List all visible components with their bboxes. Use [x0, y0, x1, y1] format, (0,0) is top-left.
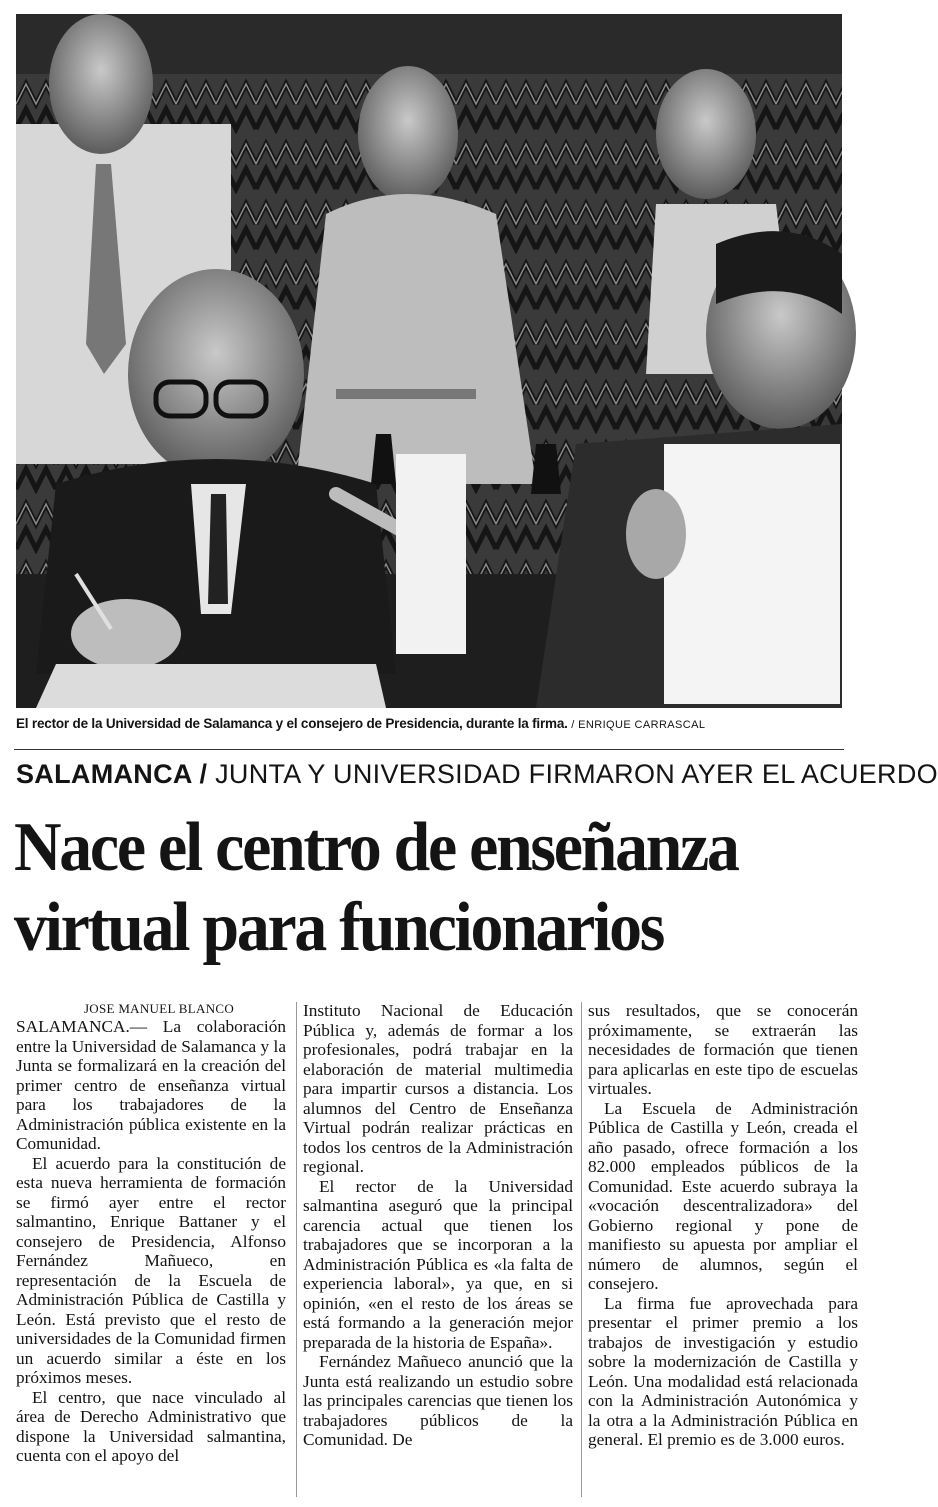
article-paragraph: El rector de la Universidad salmantina aseguró que la principal carencia actual que tienen los trabajadores que se incorporan a la Administración Pública es «la falta de experiencia laboral», ya que, en si opinión, «en el resto de los áreas se está formando a la generación mejor preparada de la historia de España».: [303, 1176, 573, 1352]
article-paragraph: Fernández Mañueco anunció que la Junta está realizando un estudio sobre las principales carencias que tienen los trabajadores públicos de la Comunidad. De: [303, 1352, 573, 1449]
caption-text: El rector de la Universidad de Salamanca y el consejero de Presidencia, durante la firma.: [16, 716, 568, 731]
article-paragraph: La firma fue aprovechada para presentar el primer premio a los trabajos de investigación y estudio sobre la modernización de Castilla y León. Una modalidad está relacionada con la Administración Autonómica y la otra a la Administración Pública en general. El premio es de 3.000 euros.: [588, 1293, 858, 1449]
photo-caption: [16, 716, 846, 731]
paragraph-text: La colaboración entre la Universidad de Salamanca y la Junta se formalizará en la creación del primer centro de enseñanza virtual para los trabajadores de la Administración pública existente en la Comunidad.: [16, 1017, 286, 1153]
byline: JOSE MANUEL BLANCO: [83, 1001, 235, 1016]
article-paragraph: El acuerdo para la constitución de esta nueva herramienta de formación se firmó ayer entre el rector salmantino, Enrique Battaner y el consejero de Presidencia, Alfonso Fernández Mañueco, en representación de la Escuela de Administración Pública de Castilla y León. Está previsto que el resto de universidades de la Comunidad firmen un acuerdo similar a éste en los próximos meses.: [16, 1153, 286, 1387]
article-paragraph: [16, 1017, 286, 1154]
article-column-1: [16, 1001, 286, 1466]
article-paragraph: sus resultados, que se conocerán próximamente, se extraerán las necesidades de formación que tienen para aplicarlas en este tipo de escuelas virtuales.: [588, 1001, 858, 1098]
headline: [14, 808, 800, 968]
article-paragraph: La Escuela de Administración Pública de Castilla y León, creada el año pasado, ofrece formación a los 82.000 empleados públicos de la Comunidad. Este acuerdo subraya la «vocación descentralizadora» del Gobierno regional y pone de manifiesto su apuesta por ampliar el número de alumnos, según el consejero.: [588, 1098, 858, 1293]
news-photo: [16, 14, 842, 708]
divider: [14, 749, 844, 750]
headline-line-2: virtual para funcionarios: [14, 889, 664, 966]
kicker-text: JUNTA Y UNIVERSIDAD FIRMARON AYER EL ACUERDO: [215, 759, 938, 789]
photo-credit: / ENRIQUE CARRASCAL: [571, 719, 706, 731]
article-column-3: [588, 1001, 858, 1450]
article-column-2: [303, 1001, 573, 1450]
signing-ceremony-photo: [16, 14, 842, 708]
article-paragraph: El centro, que nace vinculado al área de Derecho Administrativo que dispone la Universidad salmantina, cuenta con el apoyo del: [16, 1387, 286, 1465]
article-paragraph: Instituto Nacional de Educación Pública y, además de formar a los profesionales, podrá trabajar en la elaboración de material multimedia para impartir cursos a distancia. Los alumnos del Centro de Enseñanza Virtual podrán realizar prácticas en todos los centros de la Administración regional.: [303, 1001, 573, 1176]
article-body: [16, 1001, 858, 1501]
headline-line-1: Nace el centro de enseñanza: [14, 809, 738, 886]
dateline: SALAMANCA.—: [16, 1017, 148, 1036]
kicker: [16, 759, 938, 790]
kicker-location: SALAMANCA /: [16, 759, 208, 789]
